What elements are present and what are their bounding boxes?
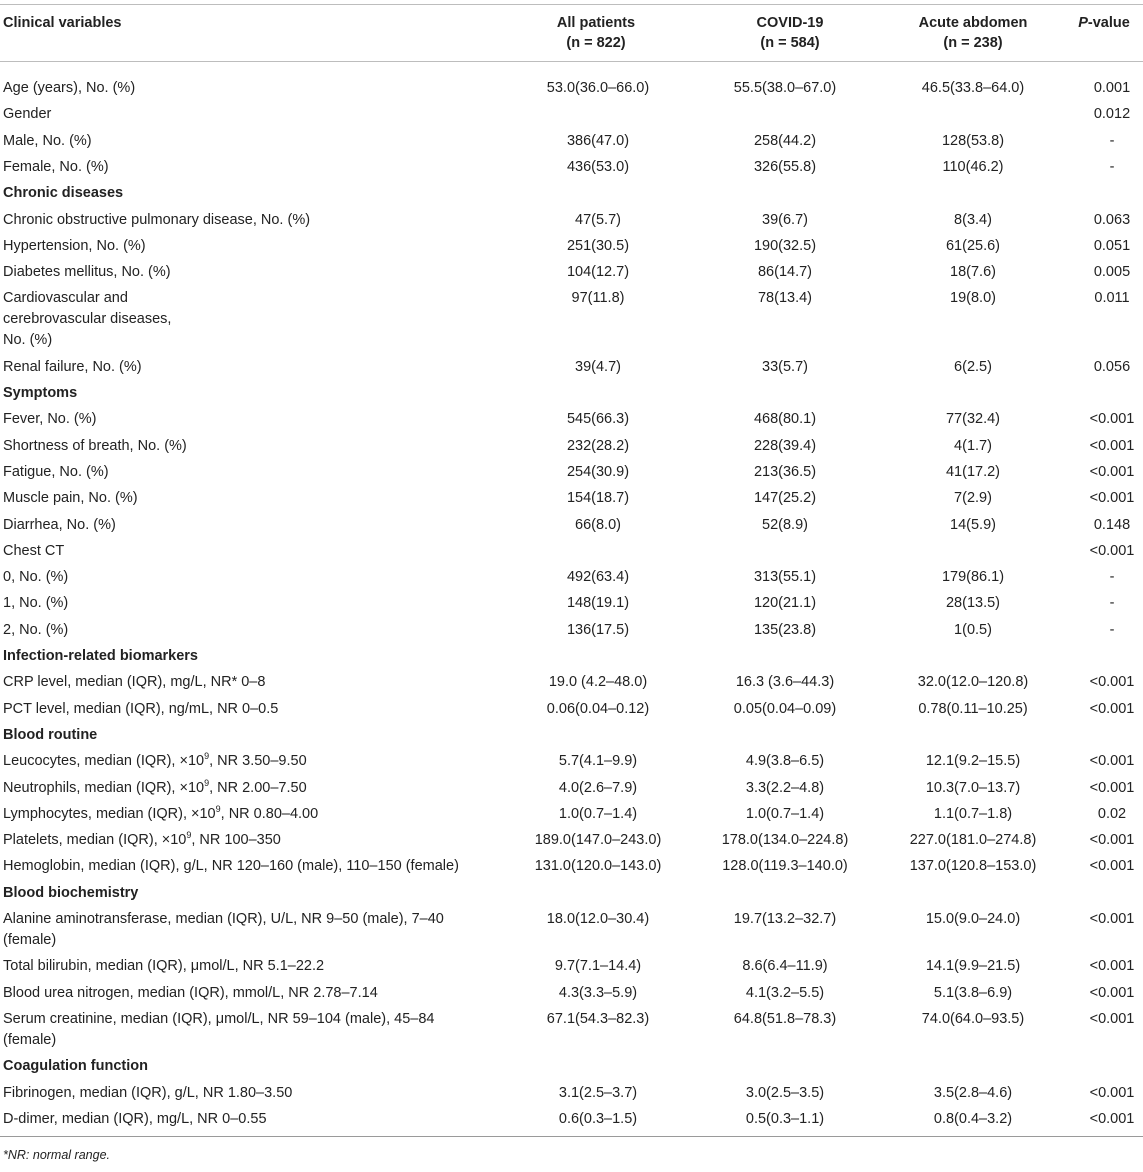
row-label xyxy=(3,751,307,772)
row-label xyxy=(3,357,142,378)
row-label xyxy=(3,699,278,720)
row-label-text: Cardiovascular and cerebrovascular diseases, No. (%) xyxy=(3,290,172,349)
cell-acute-abdomen: 28(13.5) xyxy=(945,595,1000,612)
cell-all-patients: 4.3(3.3–5.9) xyxy=(558,984,638,1001)
cell-p-value: 0.005 xyxy=(1093,264,1131,281)
row-label-text: 0, No. (%) xyxy=(3,569,69,586)
header-all-patients-title: All patients xyxy=(556,15,636,31)
row-label xyxy=(3,620,68,641)
cell-acute-abdomen: 8(3.4) xyxy=(954,211,992,228)
section-label xyxy=(3,383,77,404)
cell-acute-abdomen: 227.0(181.0–274.8) xyxy=(909,832,1037,849)
row-label xyxy=(3,104,51,125)
row-label xyxy=(3,436,187,457)
cell-all-patients: 189.0(147.0–243.0) xyxy=(534,832,662,849)
cell-p-value: 0.056 xyxy=(1093,358,1131,375)
cell-p-value: - xyxy=(1109,621,1115,638)
cell-all-patients: 436(53.0) xyxy=(566,158,630,175)
cell-p-value: 0.051 xyxy=(1093,237,1131,254)
cell-p-value: <0.001 xyxy=(1089,1110,1135,1127)
cell-p-value: - xyxy=(1109,595,1115,612)
cell-p-value: <0.001 xyxy=(1089,911,1135,927)
cell-acute-abdomen: 19(8.0) xyxy=(950,290,996,307)
cell-all-patients: 19.0 (4.2–48.0) xyxy=(548,674,648,691)
row-label xyxy=(3,593,68,614)
cell-all-patients: 104(12.7) xyxy=(566,264,630,281)
cell-all-patients: 545(66.3) xyxy=(566,411,630,428)
row-label-text: 1, No. (%) xyxy=(3,595,69,612)
header-covid-title: COVID-19 xyxy=(756,15,824,31)
header-all-patients xyxy=(496,13,696,53)
header-acute-abdomen-title: Acute abdomen xyxy=(918,15,1028,31)
row-label-suffix: , NR 3.50–9.50 xyxy=(209,753,307,770)
cell-covid: 147(25.2) xyxy=(753,490,817,507)
cell-acute-abdomen: 0.78(0.11–10.25) xyxy=(918,700,1028,717)
cell-all-patients: 39(4.7) xyxy=(575,358,621,375)
row-label-text: Blood urea nitrogen, median (IQR), mmol/L, NR 2.78–7.14 xyxy=(3,984,378,1001)
cell-covid: 468(80.1) xyxy=(753,411,817,428)
cell-acute-abdomen: 74.0(64.0–93.5) xyxy=(921,1010,1025,1027)
cell-acute-abdomen: 0.8(0.4–3.2) xyxy=(933,1110,1013,1127)
cell-all-patients: 136(17.5) xyxy=(566,621,630,638)
row-label-text: Chest CT xyxy=(3,542,65,559)
cell-acute-abdomen: 32.0(12.0–120.8) xyxy=(917,674,1029,691)
row-label-exponent: 9 xyxy=(204,777,210,788)
cell-acute-abdomen: 5.1(3.8–6.9) xyxy=(933,984,1013,1001)
section-label xyxy=(3,725,97,746)
cell-all-patients: 67.1(54.3–82.3) xyxy=(546,1010,650,1027)
cell-covid: 19.7(13.2–32.7) xyxy=(733,911,837,927)
row-label xyxy=(3,488,138,509)
row-label xyxy=(3,462,109,483)
header-covid-n: (n = 584) xyxy=(760,35,820,51)
cell-acute-abdomen: 179(86.1) xyxy=(941,569,1005,586)
row-label-text: Alanine aminotransferase, median (IQR), U/L, NR 9–50 (male), 7–40 (female) xyxy=(3,911,444,948)
row-label-text: Leucocytes, median (IQR), ×10 xyxy=(3,753,205,770)
row-label-exponent: 9 xyxy=(186,830,192,841)
cell-p-value: 0.011 xyxy=(1094,290,1130,307)
cell-covid: 258(44.2) xyxy=(753,132,817,149)
row-label xyxy=(3,1009,473,1051)
header-rule xyxy=(0,61,1143,62)
row-label-suffix: , NR 2.00–7.50 xyxy=(209,779,307,796)
row-label xyxy=(3,157,109,178)
cell-acute-abdomen: 41(17.2) xyxy=(945,463,1000,480)
header-p-value xyxy=(1068,13,1140,33)
cell-all-patients: 251(30.5) xyxy=(566,237,630,254)
cell-acute-abdomen: 137.0(120.8–153.0) xyxy=(909,858,1037,875)
row-label-text: Fatigue, No. (%) xyxy=(3,463,109,480)
row-label-suffix: , NR 100–350 xyxy=(191,832,281,849)
cell-all-patients: 47(5.7) xyxy=(575,211,621,228)
row-label-text: Symptoms xyxy=(3,385,78,401)
row-label-text: Infection-related biomarkers xyxy=(3,648,198,664)
cell-covid: 128.0(119.3–140.0) xyxy=(722,858,848,875)
row-label xyxy=(3,909,473,951)
cell-all-patients: 97(11.8) xyxy=(571,290,625,307)
cell-covid: 3.3(2.2–4.8) xyxy=(745,779,825,796)
row-label-text: Chronic diseases xyxy=(3,185,124,202)
cell-p-value: - xyxy=(1109,158,1115,175)
row-label-text: Renal failure, No. (%) xyxy=(3,358,142,375)
row-label-text: Neutrophils, median (IQR), ×10 xyxy=(3,779,205,796)
header-p-letter: P xyxy=(1078,15,1088,31)
cell-p-value: <0.001 xyxy=(1089,958,1135,975)
row-label-text: Hemoglobin, median (IQR), g/L, NR 120–160 (male), 110–150 (female) xyxy=(3,858,459,875)
row-label-text: Blood biochemistry xyxy=(3,884,139,901)
cell-covid: 78(13.4) xyxy=(757,290,812,307)
row-label xyxy=(3,983,378,1004)
row-label-text: Gender xyxy=(3,106,52,123)
row-label xyxy=(3,1083,292,1104)
cell-acute-abdomen: 110(46.2) xyxy=(942,158,1004,175)
row-label xyxy=(3,856,459,877)
cell-acute-abdomen: 46.5(33.8–64.0) xyxy=(921,80,1025,96)
cell-covid: 228(39.4) xyxy=(753,437,817,454)
cell-p-value: 0.063 xyxy=(1093,211,1131,228)
cell-covid: 313(55.1) xyxy=(753,569,817,586)
section-label xyxy=(3,183,123,204)
footnote: *NR: normal range. xyxy=(3,1148,110,1162)
row-label xyxy=(3,956,324,977)
top-rule xyxy=(0,4,1143,5)
cell-all-patients: 386(47.0) xyxy=(566,132,630,149)
row-label-text: Age (years), No. (%) xyxy=(3,80,136,96)
row-label xyxy=(3,541,64,562)
bottom-rule xyxy=(0,1136,1143,1137)
cell-p-value: 0.148 xyxy=(1093,516,1131,533)
header-acute-abdomen-n: (n = 238) xyxy=(943,35,1003,51)
cell-p-value: <0.001 xyxy=(1089,984,1135,1001)
row-label-text: Diabetes mellitus, No. (%) xyxy=(3,264,171,281)
row-label-text: PCT level, median (IQR), ng/mL, NR 0–0.5 xyxy=(3,700,279,717)
cell-covid: 120(21.1) xyxy=(753,595,817,612)
header-all-patients-n: (n = 822) xyxy=(566,35,626,51)
cell-covid: 33(5.7) xyxy=(762,358,808,375)
row-label xyxy=(3,672,265,693)
cell-all-patients: 131.0(120.0–143.0) xyxy=(534,858,662,875)
cell-p-value: <0.001 xyxy=(1089,463,1135,480)
row-label-text: CRP level, median (IQR), mg/L, NR* 0–8 xyxy=(3,674,266,691)
row-label-text: Fibrinogen, median (IQR), g/L, NR 1.80–3.50 xyxy=(3,1084,293,1101)
cell-acute-abdomen: 14(5.9) xyxy=(950,516,996,533)
cell-p-value: <0.001 xyxy=(1089,542,1135,559)
cell-p-value: <0.001 xyxy=(1089,779,1135,796)
row-label-text: Hypertension, No. (%) xyxy=(3,237,146,254)
cell-covid: 326(55.8) xyxy=(753,158,817,175)
row-label-text: Lymphocytes, median (IQR), ×10 xyxy=(3,805,216,822)
cell-p-value: <0.001 xyxy=(1089,411,1135,428)
cell-p-value: <0.001 xyxy=(1089,490,1135,507)
cell-p-value: - xyxy=(1109,132,1115,149)
row-label-text: Total bilirubin, median (IQR), μmol/L, NR 5.1–22.2 xyxy=(3,958,325,975)
row-label-text: Fever, No. (%) xyxy=(3,411,97,428)
cell-covid: 3.0(2.5–3.5) xyxy=(745,1084,825,1101)
cell-p-value: 0.001 xyxy=(1093,80,1131,96)
header-p-suffix: -value xyxy=(1087,15,1130,31)
cell-p-value: - xyxy=(1109,569,1115,586)
cell-covid: 52(8.9) xyxy=(762,516,808,533)
row-label-text: Diarrhea, No. (%) xyxy=(3,516,116,533)
cell-covid: 86(14.7) xyxy=(757,264,812,281)
cell-all-patients: 1.0(0.7–1.4) xyxy=(558,805,638,822)
cell-all-patients: 5.7(4.1–9.9) xyxy=(558,753,638,770)
cell-acute-abdomen: 14.1(9.9–21.5) xyxy=(925,958,1021,975)
cell-p-value: <0.001 xyxy=(1089,1084,1135,1101)
cell-all-patients: 3.1(2.5–3.7) xyxy=(558,1084,638,1101)
cell-p-value: 0.012 xyxy=(1093,106,1131,123)
cell-acute-abdomen: 3.5(2.8–4.6) xyxy=(933,1084,1013,1101)
cell-acute-abdomen: 10.3(7.0–13.7) xyxy=(925,779,1021,796)
cell-covid: 1.0(0.7–1.4) xyxy=(745,805,825,822)
cell-covid: 213(36.5) xyxy=(753,463,817,480)
cell-acute-abdomen: 77(32.4) xyxy=(945,411,1000,428)
cell-all-patients: 4.0(2.6–7.9) xyxy=(558,779,638,796)
cell-all-patients: 66(8.0) xyxy=(575,516,621,533)
row-label-text: Platelets, median (IQR), ×10 xyxy=(3,832,187,849)
row-label-text: 2, No. (%) xyxy=(3,621,69,638)
cell-all-patients: 0.6(0.3–1.5) xyxy=(558,1110,638,1127)
cell-p-value: <0.001 xyxy=(1089,858,1135,875)
cell-p-value: <0.001 xyxy=(1089,700,1135,717)
cell-p-value: <0.001 xyxy=(1089,753,1135,770)
row-label xyxy=(3,262,171,283)
cell-acute-abdomen: 1(0.5) xyxy=(954,621,992,638)
row-label xyxy=(3,1109,267,1130)
cell-covid: 178.0(134.0–224.8) xyxy=(721,832,849,849)
cell-p-value: 0.02 xyxy=(1097,805,1127,822)
row-label-text: Blood routine xyxy=(3,726,98,743)
cell-acute-abdomen: 1.1(0.7–1.8) xyxy=(933,805,1013,822)
row-label xyxy=(3,210,310,231)
cell-all-patients: 0.06(0.04–0.12) xyxy=(546,700,650,717)
row-label xyxy=(3,131,92,152)
cell-all-patients: 492(63.4) xyxy=(566,569,630,586)
row-label xyxy=(3,288,173,351)
row-label-text: Female, No. (%) xyxy=(3,158,109,175)
section-label xyxy=(3,883,138,904)
row-label-text: Coagulation function xyxy=(3,1058,148,1075)
row-label-text: Muscle pain, No. (%) xyxy=(3,490,138,507)
cell-covid: 4.1(3.2–5.5) xyxy=(745,984,825,1001)
row-label-text: Male, No. (%) xyxy=(3,132,92,149)
cell-all-patients: 18.0(12.0–30.4) xyxy=(546,911,650,927)
row-label-exponent: 9 xyxy=(204,751,210,762)
section-label xyxy=(3,646,198,667)
cell-covid: 64.8(51.8–78.3) xyxy=(733,1010,837,1027)
row-label-text: D-dimer, median (IQR), mg/L, NR 0–0.55 xyxy=(3,1110,267,1127)
section-label xyxy=(3,1056,148,1077)
cell-covid: 135(23.8) xyxy=(753,621,817,638)
row-label xyxy=(3,236,146,257)
cell-covid: 190(32.5) xyxy=(753,237,817,254)
row-label-text: Shortness of breath, No. (%) xyxy=(3,437,187,454)
cell-covid: 16.3 (3.6–44.3) xyxy=(735,674,835,691)
cell-covid: 0.05(0.04–0.09) xyxy=(733,700,837,717)
row-label-suffix: , NR 0.80–4.00 xyxy=(220,805,319,822)
header-covid xyxy=(690,13,890,53)
cell-acute-abdomen: 6(2.5) xyxy=(954,358,992,375)
row-label xyxy=(3,830,281,851)
cell-all-patients: 53.0(36.0–66.0) xyxy=(546,80,650,96)
header-clinical-variables: Clinical variables xyxy=(3,15,122,31)
row-label xyxy=(3,409,96,430)
cell-p-value: <0.001 xyxy=(1089,674,1135,691)
cell-acute-abdomen: 7(2.9) xyxy=(954,490,992,507)
cell-acute-abdomen: 128(53.8) xyxy=(941,132,1005,149)
row-label xyxy=(3,515,116,536)
row-label xyxy=(3,804,318,825)
cell-covid: 39(6.7) xyxy=(762,211,808,228)
row-label xyxy=(3,778,307,799)
cell-acute-abdomen: 15.0(9.0–24.0) xyxy=(925,911,1021,927)
row-label xyxy=(3,78,135,99)
cell-covid: 8.6(6.4–11.9) xyxy=(742,958,828,975)
cell-all-patients: 9.7(7.1–14.4) xyxy=(554,958,642,975)
cell-acute-abdomen: 12.1(9.2–15.5) xyxy=(925,753,1021,770)
cell-all-patients: 154(18.7) xyxy=(566,490,630,507)
cell-all-patients: 232(28.2) xyxy=(566,437,630,454)
cell-covid: 55.5(38.0–67.0) xyxy=(733,80,837,96)
row-label xyxy=(3,567,68,588)
row-label-text: Chronic obstructive pulmonary disease, No. (%) xyxy=(3,211,311,228)
cell-covid: 4.9(3.8–6.5) xyxy=(745,753,825,770)
cell-acute-abdomen: 4(1.7) xyxy=(954,437,992,454)
cell-all-patients: 148(19.1) xyxy=(566,595,630,612)
row-label-text: Serum creatinine, median (IQR), μmol/L, NR 59–104 (male), 45–84 (female) xyxy=(3,1010,435,1048)
cell-covid: 0.5(0.3–1.1) xyxy=(745,1110,825,1127)
cell-all-patients: 254(30.9) xyxy=(566,463,630,480)
cell-p-value: <0.001 xyxy=(1089,832,1135,849)
cell-acute-abdomen: 61(25.6) xyxy=(945,237,1000,254)
cell-acute-abdomen: 18(7.6) xyxy=(950,264,996,281)
cell-p-value: <0.001 xyxy=(1089,437,1135,454)
header-acute-abdomen xyxy=(873,13,1073,53)
row-label-exponent: 9 xyxy=(215,803,221,814)
cell-p-value: <0.001 xyxy=(1089,1010,1135,1027)
